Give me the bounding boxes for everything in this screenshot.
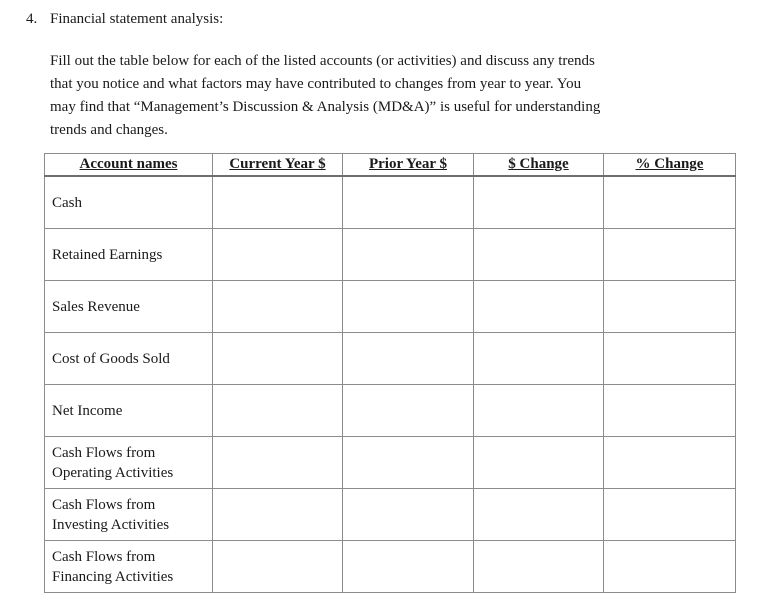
- question-heading: [26, 10, 223, 28]
- prior-year-cell[interactable]: [343, 281, 474, 333]
- table-row: [45, 385, 736, 437]
- account-name-line: Cash Flows from: [52, 496, 156, 513]
- percent-change-cell[interactable]: [604, 333, 736, 385]
- header-current-year: Current Year $: [213, 154, 343, 177]
- table-row: [45, 229, 736, 281]
- header-account-names: Account names: [45, 154, 213, 177]
- prior-year-cell[interactable]: [343, 176, 474, 229]
- percent-change-cell[interactable]: [604, 385, 736, 437]
- dollar-change-cell[interactable]: [474, 176, 604, 229]
- percent-change-cell[interactable]: [604, 229, 736, 281]
- header-prior-year: Prior Year $: [343, 154, 474, 177]
- percent-change-cell[interactable]: [604, 176, 736, 229]
- account-name-cell: Sales Revenue: [45, 281, 213, 333]
- account-name-line: Financing Activities: [52, 568, 174, 585]
- account-name-line: Cash Flows from: [52, 444, 156, 461]
- dollar-change-cell[interactable]: [474, 385, 604, 437]
- question-number: 4.: [26, 11, 38, 27]
- prior-year-cell[interactable]: [343, 437, 474, 489]
- current-year-cell[interactable]: [213, 541, 343, 593]
- instructions-line: may find that “Management’s Discussion & Analysis (MD&A)” is useful for understanding: [50, 99, 601, 115]
- dollar-change-cell[interactable]: [474, 541, 604, 593]
- percent-change-cell[interactable]: [604, 437, 736, 489]
- account-name-cell: Cost of Goods Sold: [45, 333, 213, 385]
- account-name-cell: [45, 541, 213, 593]
- dollar-change-cell[interactable]: [474, 437, 604, 489]
- header-dollar-change: $ Change: [474, 154, 604, 177]
- percent-change-cell[interactable]: [604, 541, 736, 593]
- account-name-cell: Net Income: [45, 385, 213, 437]
- current-year-cell[interactable]: [213, 333, 343, 385]
- account-name-cell: [45, 489, 213, 541]
- dollar-change-cell[interactable]: [474, 281, 604, 333]
- prior-year-cell[interactable]: [343, 489, 474, 541]
- prior-year-cell[interactable]: [343, 333, 474, 385]
- table-row: [45, 489, 736, 541]
- account-name-cell: Cash: [45, 176, 213, 229]
- question-title: Financial statement analysis:: [50, 11, 224, 27]
- instructions-paragraph: [50, 50, 710, 142]
- current-year-cell[interactable]: [213, 489, 343, 541]
- header-percent-change: % Change: [604, 154, 736, 177]
- table-row: [45, 281, 736, 333]
- dollar-change-cell[interactable]: [474, 229, 604, 281]
- table-row: [45, 333, 736, 385]
- percent-change-cell[interactable]: [604, 489, 736, 541]
- instructions-line: Fill out the table below for each of the listed accounts (or activities) and discuss any trends: [50, 53, 595, 69]
- account-name-cell: [45, 437, 213, 489]
- instructions-line: that you notice and what factors may have contributed to changes from year to year. You: [50, 76, 582, 92]
- dollar-change-cell[interactable]: [474, 333, 604, 385]
- account-name-line: Operating Activities: [52, 464, 174, 481]
- current-year-cell[interactable]: [213, 229, 343, 281]
- prior-year-cell[interactable]: [343, 541, 474, 593]
- dollar-change-cell[interactable]: [474, 489, 604, 541]
- prior-year-cell[interactable]: [343, 229, 474, 281]
- table-row: [45, 541, 736, 593]
- current-year-cell[interactable]: [213, 385, 343, 437]
- financial-analysis-table: [44, 153, 736, 593]
- current-year-cell[interactable]: [213, 281, 343, 333]
- table-row: [45, 176, 736, 229]
- account-name-line: Cash Flows from: [52, 548, 156, 565]
- account-name-line: Investing Activities: [52, 516, 170, 533]
- current-year-cell[interactable]: [213, 176, 343, 229]
- table-header-row: [45, 154, 736, 177]
- percent-change-cell[interactable]: [604, 281, 736, 333]
- current-year-cell[interactable]: [213, 437, 343, 489]
- prior-year-cell[interactable]: [343, 385, 474, 437]
- instructions-line: trends and changes.: [50, 122, 168, 138]
- table-row: [45, 437, 736, 489]
- account-name-cell: Retained Earnings: [45, 229, 213, 281]
